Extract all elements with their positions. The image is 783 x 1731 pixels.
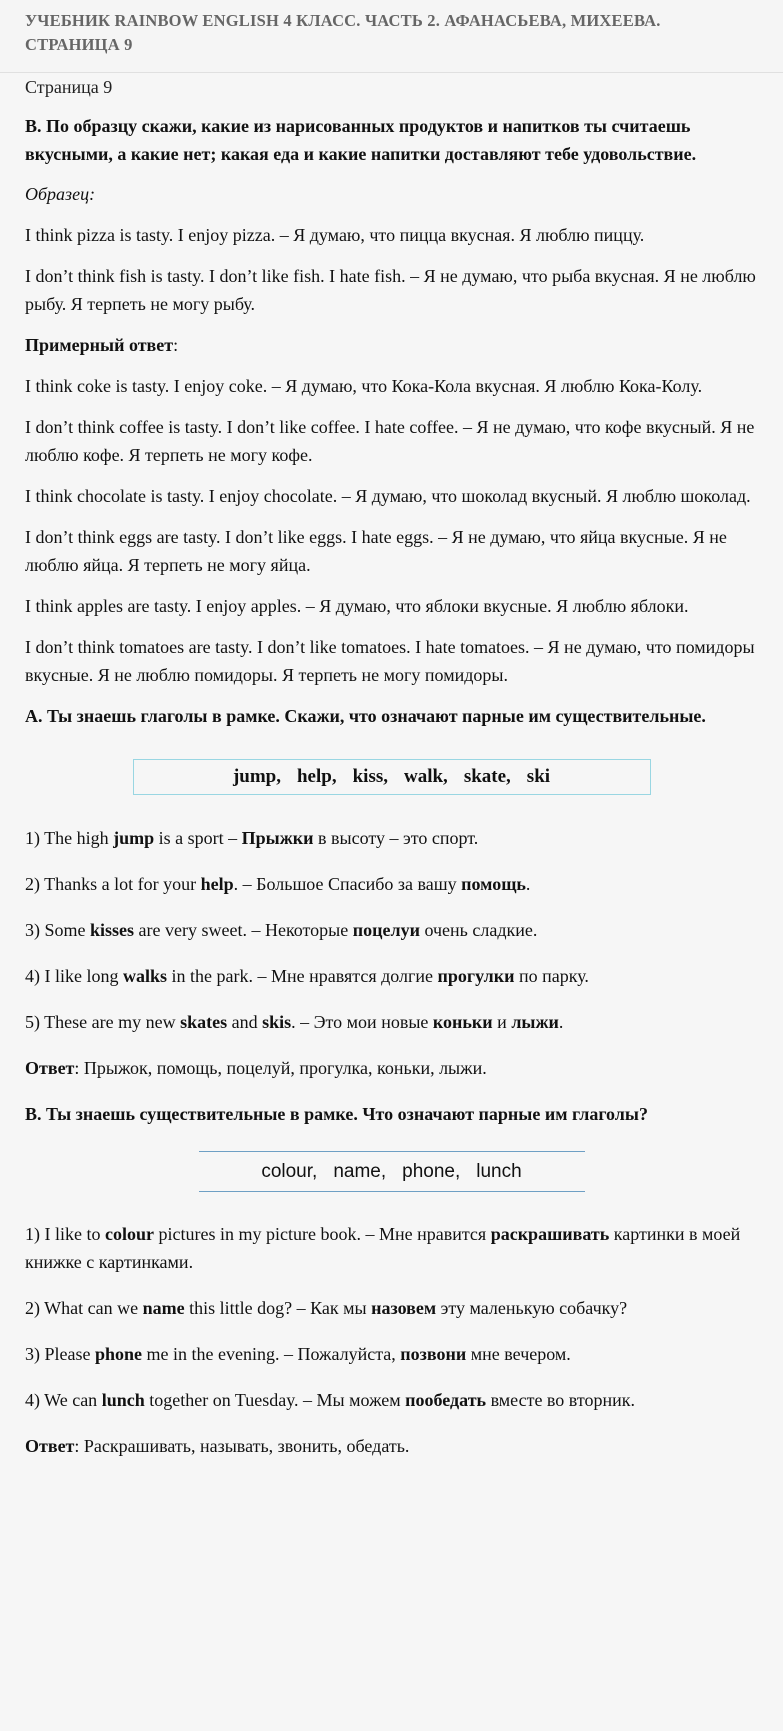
box-word: ski [526,766,551,787]
box-word: help, [296,766,337,787]
sentence-text: 2) What can we [25,1298,143,1318]
sentence-line [25,1340,758,1368]
sentence-keyword: walks [122,966,167,986]
sentence-keyword: colour [104,1224,154,1244]
sentence-line [25,916,758,944]
page-title: УЧЕБНИК RAINBOW ENGLISH 4 КЛАСС. ЧАСТЬ 2. АФАНАСЬЕВА, МИХЕЕВА. СТРАНИЦА 9 [25,11,661,54]
sentence-text: мне вечером. [466,1344,571,1364]
sentence-text: 3) Please [25,1344,95,1364]
answer-line: I think coke is tasty. I enjoy coke. – Я думаю, что Кока-Кола вкусная. Я люблю Кока-Колу. [25,376,703,396]
sentence-text: is a sport – [154,828,242,848]
task-b-nouns: B. Ты знаешь существительные в рамке. Что означают парные им глаголы? [25,1104,648,1124]
answer-line [25,1432,758,1460]
answer-colon: : [173,335,179,355]
sentence-text: pictures in my picture book. – Мне нравится [153,1224,491,1244]
sample-line: I don’t think fish is tasty. I don’t like fish. I hate fish. – Я не думаю, что рыба вкусная. Я не люблю рыбу. Я терпеть не могу рыбу. [25,266,756,314]
sentence-text: . [525,874,531,894]
box-word: phone, [402,1160,461,1182]
answer-line: I think chocolate is tasty. I enjoy chocolate. – Я думаю, что шоколад вкусный. Я люблю шоколад. [25,486,751,506]
sentence-text: эту маленькую собачку? [436,1298,628,1318]
sentence-text: 4) I like long [25,966,123,986]
box-word: name, [333,1160,387,1182]
box-word: lunch [476,1160,522,1182]
page-header [0,0,783,73]
sentence-text: и [492,1012,512,1032]
sentence-text: . – Это мои новые [291,1012,433,1032]
answer-line: I don’t think tomatoes are tasty. I don’t like tomatoes. I hate tomatoes. – Я не думаю, что помидоры вкусные. Я не люблю помидоры. Я терпеть не могу помидоры. [25,637,755,685]
sentence-line [25,1294,758,1322]
answer-line: I don’t think coffee is tasty. I don’t like coffee. I hate coffee. – Я не думаю, что кофе вкусный. Я не люблю кофе. Я терпеть не могу кофе. [25,417,755,465]
sample-answer-heading [25,331,758,359]
sentence-keyword: коньки [432,1012,493,1032]
sentence-text: . [558,1012,564,1032]
sentence-keyword: skis [262,1012,292,1032]
sentence-text: this little dog? – Как мы [184,1298,372,1318]
task-b-food: B. По образцу скажи, какие из нарисованных продуктов и напитков ты считаешь вкусными, а какие нет; какая еда и какие напитки доставляют тебе удовольствие. [25,116,697,164]
sentence-text: together on Tuesday. – Мы можем [144,1390,406,1410]
answer-text: : Прыжок, помощь, поцелуй, прогулка, коньки, лыжи. [74,1058,487,1078]
sentence-keyword: jump [113,828,155,848]
sentence-line [25,1220,758,1276]
sentence-keyword: раскрашивать [490,1224,610,1244]
sentence-line [25,962,758,990]
sentence-keyword: skates [180,1012,228,1032]
article-content [0,73,783,1460]
box-word: walk, [403,766,448,787]
answer-label: Примерный ответ [25,335,174,355]
sentence-text: and [227,1012,263,1032]
sentence-keyword: phone [94,1344,143,1364]
sentence-text: в высоту – это спорт. [313,828,479,848]
sentence-text: по парку. [514,966,589,986]
sentence-text: вместе во вторник. [486,1390,635,1410]
sample-line: I think pizza is tasty. I enjoy pizza. – Я думаю, что пицца вкусная. Я люблю пиццу. [25,225,645,245]
task-a-verbs: A. Ты знаешь глаголы в рамке. Скажи, что означают парные им существительные. [25,706,706,726]
box-word: kiss, [352,766,388,787]
box-word: skate, [463,766,511,787]
answer-label: Ответ [25,1436,75,1456]
sentence-keyword: пообедать [405,1390,487,1410]
sentence-line [25,1386,758,1414]
sentence-text: 1) The high [25,828,114,848]
sentence-text: are very sweet. – Некоторые [134,920,353,940]
sentence-text: 3) Some [25,920,90,940]
sample-label: Образец: [25,184,96,204]
sentence-keyword: kisses [90,920,135,940]
sentence-text: me in the evening. – Пожалуйста, [142,1344,401,1364]
sentence-line [25,824,758,852]
sentence-text: 2) Thanks a lot for your [25,874,201,894]
sentence-text: картинки в моей книжке с картинками. [25,1224,741,1272]
sentence-keyword: помощь [461,874,526,894]
sentence-line [25,870,758,898]
sentence-line [25,1008,758,1036]
nouns-box [199,1151,585,1192]
box-word: jump, [232,766,281,787]
sentence-text: 5) These are my new [25,1012,181,1032]
answer-text: : Раскрашивать, называть, звонить, обедать. [74,1436,410,1456]
sentence-keyword: поцелуи [352,920,420,940]
sentence-keyword: name [142,1298,185,1318]
page-label: Страница 9 [25,77,113,97]
answer-line: I don’t think eggs are tasty. I don’t like eggs. I hate eggs. – Я не думаю, что яйца вкусные. Я не люблю яйца. Я терпеть не могу яйца. [25,527,727,575]
sentence-text: 4) We can [25,1390,102,1410]
sentence-keyword: lunch [101,1390,145,1410]
sentence-text: in the park. – Мне нравятся долгие [167,966,438,986]
sentence-keyword: прогулки [437,966,515,986]
sentence-keyword: лыжи [511,1012,559,1032]
box-word: colour, [261,1160,318,1182]
answer-label: Ответ [25,1058,75,1078]
sentence-text: 1) I like to [25,1224,105,1244]
sentence-keyword: позвони [400,1344,467,1364]
answer-line [25,1054,758,1082]
sentence-text: . – Большое Спасибо за вашу [233,874,462,894]
sentence-text: очень сладкие. [419,920,538,940]
sentence-keyword: help [200,874,234,894]
verbs-box [133,759,651,795]
sentence-keyword: назовем [371,1298,437,1318]
answer-line: I think apples are tasty. I enjoy apples. – Я думаю, что яблоки вкусные. Я люблю яблоки. [25,596,689,616]
sentence-keyword: Прыжки [241,828,314,848]
